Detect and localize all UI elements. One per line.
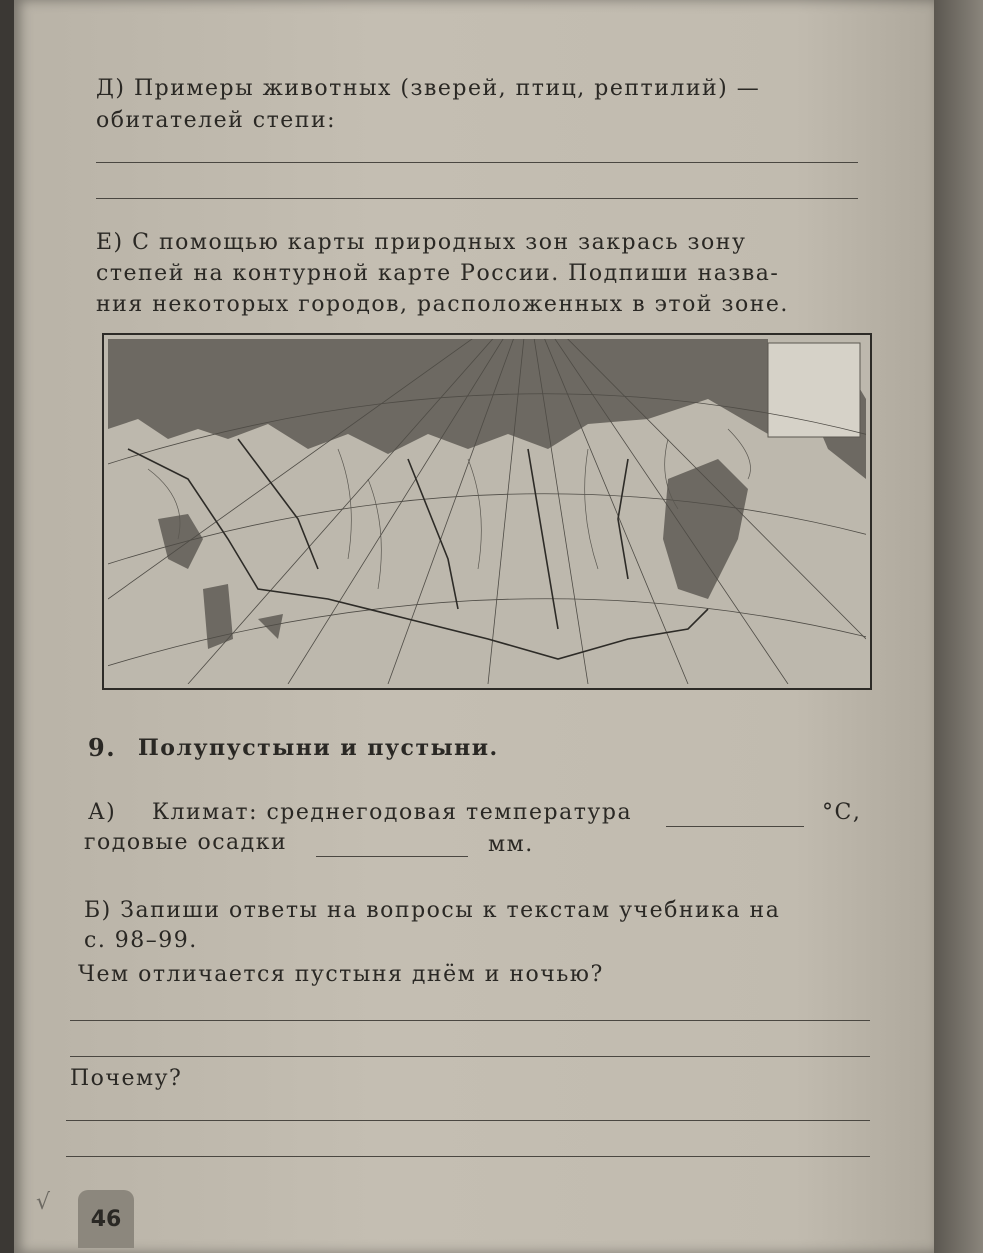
next-page-edge	[934, 0, 983, 1253]
precipitation-label: годовые осадки	[84, 830, 288, 855]
page-number: 46	[78, 1190, 134, 1248]
temperature-unit: °С,	[822, 800, 862, 825]
workbook-page	[14, 0, 934, 1253]
question-why: Почему?	[70, 1066, 183, 1091]
task-title: Полупустыни и пустыни.	[138, 735, 499, 761]
part-b-line1: Б) Запиши ответы на вопросы к текстам учебника на	[84, 898, 781, 923]
section-e-line3: ния некоторых городов, расположенных в этой зоне.	[96, 292, 789, 317]
contour-map-drawing	[108, 339, 866, 684]
precipitation-input-line[interactable]	[316, 856, 468, 857]
answer-line[interactable]	[70, 1020, 870, 1021]
answer-line[interactable]	[66, 1156, 870, 1157]
part-b-line2: с. 98–99.	[84, 928, 198, 953]
question-day-night: Чем отличается пустыня днём и ночью?	[78, 962, 604, 987]
section-d-line1: Д) Примеры животных (зверей, птиц, рептилий) —	[96, 76, 761, 101]
answer-line[interactable]	[70, 1056, 870, 1057]
section-d-line2: обитателей степи:	[96, 108, 337, 133]
precipitation-unit: мм.	[488, 832, 534, 857]
answer-line[interactable]	[96, 162, 858, 163]
section-e-line1: Е) С помощью карты природных зон закрась зону	[96, 230, 747, 255]
section-e-line2: степей на контурной карте России. Подпиши назва-	[96, 261, 780, 286]
part-a-label: А)	[88, 800, 117, 825]
climate-label: Климат: среднегодовая температура	[152, 800, 633, 825]
task-number: 9.	[88, 733, 117, 762]
russia-contour-map[interactable]	[102, 333, 872, 690]
answer-line[interactable]	[96, 198, 858, 199]
temperature-input-line[interactable]	[666, 826, 804, 827]
check-mark: √	[36, 1190, 51, 1215]
answer-line[interactable]	[66, 1120, 870, 1121]
